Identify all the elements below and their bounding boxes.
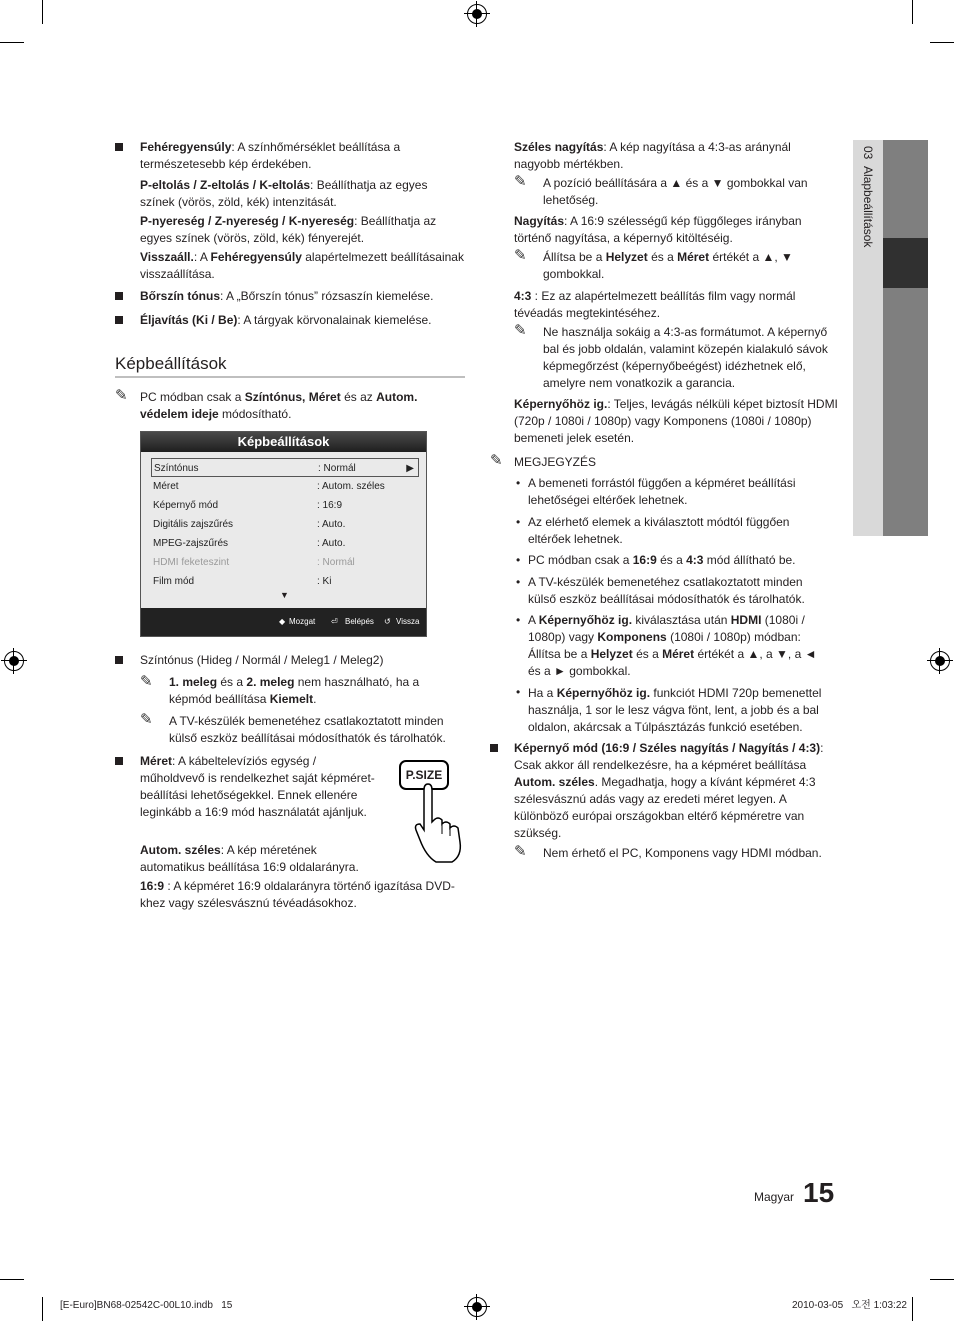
menu-row-value: : 16:9 [317,500,343,511]
print-date-info: 2010-03-05 오전 1:03:22 [792,1300,907,1311]
bullet-dot-icon: • [516,613,521,627]
registration-mark-icon [930,651,950,671]
note-pencil-icon: ✎ [140,673,153,690]
text: (1080i / 1080p) vagy [528,613,805,644]
menu-row-value: : Normál [318,463,356,474]
menu-row[interactable] [151,572,419,591]
menu-foot-move: Mozgat [289,617,316,626]
crop-mark [930,1279,954,1280]
menu-row-label: Film mód [153,576,195,587]
bullet-dot-icon: • [516,685,521,699]
menu-row[interactable] [151,477,419,496]
text: és a [217,675,247,689]
menu-row-value: : Auto. [317,519,346,530]
term: Komponens [597,630,667,644]
term: Éljavítás (Ki / Be) [140,313,238,327]
chapter-number: 03 [861,146,875,160]
menu-row-value: : Normál [317,557,355,568]
print-file-info: [E-Euro]BN68-02542C-00L10.indb 15 [60,1300,233,1311]
enter-icon: ⏎ [331,617,338,626]
menu-footer [141,608,426,636]
desc: : A kábeltelevíziós egység / műholdvevő is rendelkezhet saját képméret-beállítási lehetőségekkel. Ennek ellenére leginkább a 16:9 mód használatát ajánljuk. [140,754,375,819]
text: kiválasztása után [632,613,731,627]
registration-mark-icon [4,651,24,671]
term: Nagyítás [514,214,565,228]
term: Képernyő mód (16:9 / Széles nagyítás / Nagyítás / 4:3) [514,741,821,755]
borszin-item [140,288,465,305]
term: Fehéregyensúly [210,250,302,264]
feheregyensuly-item [140,139,465,173]
term: 4:3 [686,553,704,567]
term: 16:9 [632,553,657,567]
crop-mark [912,0,913,24]
term: Méret [662,647,695,661]
desc: : A színhőmérséklet beállítása a természetesebb kép érdekében. [140,140,401,171]
menu-row[interactable] [151,496,419,515]
kepernyo-mod-note: Nem érhető el PC, Komponens vagy HDMI módban. [543,846,822,860]
bullet-dot-icon: • [516,553,521,567]
note-bullet: A bemeneti forrástól függően a képméret beállítási lehetőségei eltérőek lehetnek. [528,476,796,507]
text: Állítsa be a [543,250,606,264]
note-bullet: Az elérhető elemek a kiválasztott módtól függően eltérőek lehetnek. [528,515,790,546]
term: Autom. széles [514,775,595,789]
note-pencil-icon: ✎ [514,843,527,860]
term: Képernyőhöz ig. [538,613,633,627]
crop-mark [42,0,43,24]
registration-mark-icon [467,1297,487,1317]
term: Helyzet [590,647,633,661]
desc: : A „Bőrszín tónus” rózsaszín kiemelése. [220,289,434,303]
picture-settings-menu [140,431,427,637]
crop-mark [930,42,954,43]
term: P-nyereség / Z-nyereség / K-nyereség [140,214,355,228]
term: Fehéregyensúly [140,140,232,154]
menu-foot-enter: Belépés [345,617,374,626]
text: A [528,613,539,627]
term: Kiemelt [269,692,314,706]
text: és a [647,250,678,264]
szeles-nagyitas-item [514,139,839,173]
text: nem használható, ha a képmód beállítása [169,675,420,706]
ratio-43-item [514,288,839,322]
note-bullet [528,552,828,569]
ratio-43-note: Ne használja sokáig a 4:3-as formátumot. A képernyő bal és jobb oldalán, valamint közepén kialakuló sávok képmegőrzést (képernyőbeégést) idézhetnek elő, amelyre nem vonatkozik a garancia. [543,325,828,390]
term: Képernyőhöz ig. [556,686,651,700]
text: értékét a ▲, ▼ gombokkal. [543,250,793,281]
return-icon: ↺ [384,617,391,626]
note-bullet [528,612,828,680]
crop-mark [912,1297,913,1321]
chapter-tab-marker [883,238,928,288]
bullet-dot-icon: • [516,575,521,589]
term: Bőrszín tónus [140,289,220,303]
text: funkciót HDMI 720p bemenettel használja, 1 sor le lesz vágva fönt, lent, a jobb és a bal oldalon, akárcsak a Túlpásztázás funkció esetében. [528,686,822,734]
szintonus-note-1 [169,674,464,708]
note-pencil-icon: ✎ [514,173,527,190]
megjegyzes-heading: MEGJEGYZÉS [514,455,597,469]
text: PC módban csak a [140,390,245,404]
note-pencil-icon: ✎ [115,387,128,404]
term: 16:9 [140,879,165,893]
szeles-note: A pozíció beállítására a ▲ és a ▼ gombokkal van lehetőség. [543,176,808,207]
kepernyohoz-item [514,396,839,447]
pressing-hand-icon [412,780,472,864]
term: P-eltolás / Z-eltolás / K-eltolás [140,178,311,192]
text: és az [340,390,377,404]
bullet-square-icon [115,656,123,664]
desc: : A [193,250,211,264]
term: Helyzet [605,250,648,264]
term: Színtónus, Méret [244,390,341,404]
arrow-right-icon: ▶ [406,463,414,474]
eljavitas-item [140,312,465,329]
note-pencil-icon: ✎ [514,322,527,339]
desc: : Csak akkor áll rendelkezésre, ha a képméret beállítása [514,741,824,772]
menu-row-disabled [151,553,419,572]
note-pencil-icon: ✎ [490,452,503,469]
nagyitas-item [514,213,839,247]
text: PC módban csak a [528,553,633,567]
text: és a [632,647,663,661]
move-icon: ◆ [279,617,286,626]
menu-row[interactable] [151,534,419,553]
term: Színtónus (Hideg / Normál / Meleg1 / Meleg2) [140,653,384,667]
term: 2. meleg [246,675,295,689]
menu-row-value: : Auto. [317,538,346,549]
term: 4:3 [514,289,532,303]
desc: : A kép nagyítása a 4:3-as aránynál nagyobb mértékben. [514,140,791,171]
pc-mode-note [140,389,458,423]
eltolas-item [140,177,465,211]
term: Méret [140,754,173,768]
bullet-dot-icon: • [516,515,521,529]
bullet-square-icon [490,744,498,752]
menu-row[interactable] [151,515,419,534]
text: értékét a ▲, a ▼, a ◄ és a ► gombokkal. [528,647,817,678]
text: . [313,692,317,706]
desc: : A képméret 16:9 oldalarányra történő igazítása DVD-khez vagy szélesvásznú tévéadásokhoz. [140,879,455,910]
autom-szeles-item [140,842,376,876]
nagyitas-note [543,249,823,283]
desc: alapértelmezett beállításainak visszaállítása. [140,250,464,281]
text: és a [656,553,687,567]
desc: : Beállíthatja az egyes színek (vörös, zöld, kék) intenzitását. [140,178,428,209]
registration-mark-icon [467,4,487,24]
menu-row-label: Méret [153,481,179,492]
crop-mark [0,42,24,43]
ratio-169-item [140,878,465,912]
term: 1. meleg [169,675,218,689]
visszaall-item [140,249,468,283]
desc: : Beállíthatja az egyes színek (vörös, zöld, kék) fényerejét. [140,214,437,245]
menu-row-value: : Ki [317,576,332,587]
psize-button: P.SIZE [399,760,449,790]
crop-mark [0,1279,24,1280]
menu-row-selected[interactable] [151,458,419,477]
desc: : Teljes, levágás nélküli képet biztosít HDMI (720p / 1080i / 1080p) vagy Komponens (1080i / 1080p) bemeneti jelek esetén. [514,397,838,445]
note-bullet: A TV-készülék bemenetéhez csatlakoztatott minden külső eszköz beállításai módosíthatók és tárolhatók. [528,575,805,606]
desc: : A kép méretének automatikus beállítása 16:9 oldalarányra. [140,843,359,874]
footer-language: Magyar [754,1190,795,1204]
term: HDMI [730,613,762,627]
menu-title: Képbeállítások [141,432,426,452]
term: Visszaáll. [140,250,194,264]
menu-row-label: Digitális zajszűrés [153,519,234,530]
term: Széles nagyítás [514,140,604,154]
section-title: Képbeállítások [115,354,227,373]
menu-row-label: Színtónus [154,463,199,474]
menu-row-value: : Autom. széles [317,481,385,492]
chapter-tab-stripe [883,140,928,536]
chapter-label [860,146,876,286]
desc: : A 16:9 szélességű kép függőleges irányban történő nagyítása, a képernyő kitöltéséig. [514,214,802,245]
desc: . Megadhatja, hogy a kívánt képméret 4:3 szélesvásznú adás vagy az eredeti méret legyen. A különböző európai országokban eltérő képméretre van szükség. [514,775,816,840]
bullet-dot-icon: • [516,476,521,490]
note-pencil-icon: ✎ [514,247,527,264]
term: Autom. széles [140,843,221,857]
kepernyo-mod-item [514,740,839,842]
szintonus-item [140,652,465,669]
szintonus-note-2: A TV-készülék bemenetéhez csatlakoztatott minden külső eszköz beállításai módosíthatók és tárolhatók. [169,714,446,745]
menu-row-label: Képernyő mód [153,500,219,511]
section-rule [115,376,465,378]
note-bullet [528,685,838,736]
term: Autom. védelem ideje [140,390,418,421]
nyereseg-item [140,213,465,247]
text: (1080i / 1080p) módban: Állítsa be a [528,630,801,661]
text: Ha a [528,686,557,700]
crop-mark [42,1297,43,1321]
menu-foot-back: Vissza [396,617,420,626]
term: Képernyőhöz ig. [514,397,608,411]
scroll-down-icon[interactable]: ▼ [280,590,289,600]
menu-row-label: HDMI feketeszint [153,557,230,568]
bullet-square-icon [115,292,123,300]
bullet-square-icon [115,143,123,151]
desc: : A tárgyak körvonalainak kiemelése. [237,313,432,327]
desc: : Ez az alapértelmezett beállítás film vagy normál tévéadás megtekintéséhez. [514,289,796,320]
bullet-square-icon [115,316,123,324]
text: módosítható. [218,407,292,421]
term: Méret [677,250,710,264]
meret-item [140,753,376,821]
bullet-square-icon [115,757,123,765]
chapter-title: Alapbeállítások [861,166,875,248]
page-number: 15 [803,1177,835,1208]
menu-row-label: MPEG-zajszűrés [153,538,229,549]
text: mód állítható be. [703,553,796,567]
note-pencil-icon: ✎ [140,711,153,728]
